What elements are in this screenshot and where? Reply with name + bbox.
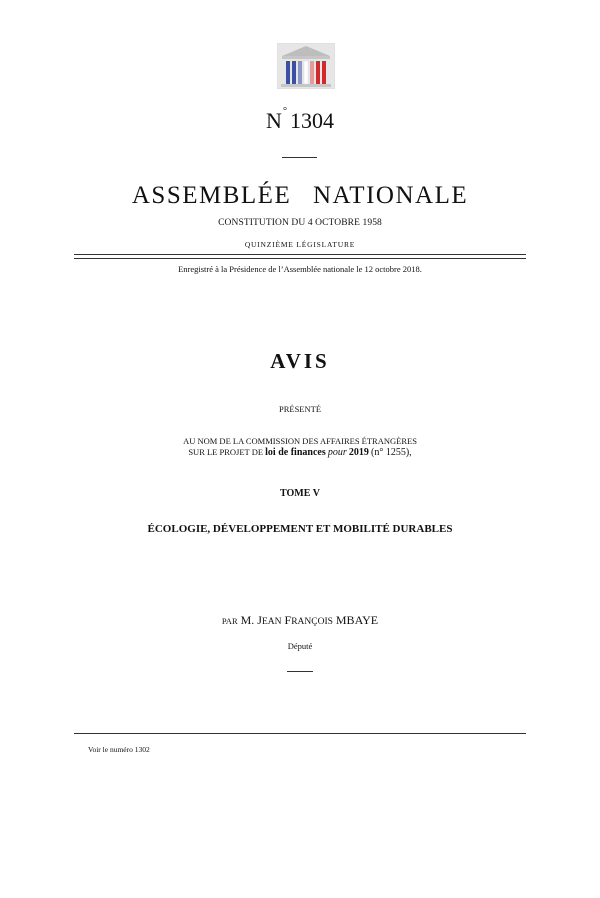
document-number — [0, 108, 600, 134]
author-par: PAR — [221, 616, 238, 626]
tome-heading: TOME V — [280, 488, 320, 499]
report-subject: ÉCOLOGIE, DÉVELOPPEMENT ET MOBILITÉ DURABLES — [147, 523, 453, 535]
bill-pour: pour — [327, 447, 347, 458]
author-role: Député — [287, 641, 313, 651]
author-surname: MBAYE — [335, 613, 379, 627]
number-degree-sign: ° — [282, 106, 287, 117]
double-rule-top — [74, 254, 526, 255]
bill-prefix: SUR LE PROJET DE — [188, 447, 264, 457]
assembly-title: ASSEMBLÉE NATIONALE — [131, 182, 469, 209]
registration-line: Enregistré à la Présidence de l’Assemblée nationale le 12 octobre 2018. — [178, 264, 422, 274]
report-type-heading: AVIS — [270, 349, 330, 373]
bill-year: 2019 — [348, 447, 369, 458]
assemblee-nationale-logo-icon — [277, 43, 335, 89]
number-value: 1304 — [289, 108, 334, 133]
footnote-see-number: Voir le numéro 1302 — [88, 745, 150, 754]
separator-dash — [282, 157, 317, 158]
author-second-rest: RANÇOIS — [291, 617, 333, 627]
separator-dash-small — [287, 671, 313, 672]
bill-line — [0, 447, 600, 458]
commission-line: AU NOM DE LA COMMISSION DES AFFAIRES ÉTRANGÈRES — [183, 436, 417, 446]
author-second-initial: F — [284, 613, 292, 627]
bill-name: loi de finances — [265, 447, 326, 458]
legislature-line: QUINZIÈME LÉGISLATURE — [244, 240, 356, 249]
double-rule-bottom — [74, 258, 526, 259]
bill-reference: (n° 1255), — [371, 447, 412, 458]
constitution-line: CONSTITUTION DU 4 OCTOBRE 1958 — [218, 218, 382, 228]
author-first-initial: J — [257, 613, 262, 627]
presented-label: PRÉSENTÉ — [278, 404, 322, 414]
footer-rule — [74, 733, 526, 734]
author-title: M. — [240, 613, 255, 627]
author-first-rest: EAN — [261, 617, 282, 627]
number-prefix: N — [266, 108, 282, 133]
author-line — [0, 613, 600, 628]
